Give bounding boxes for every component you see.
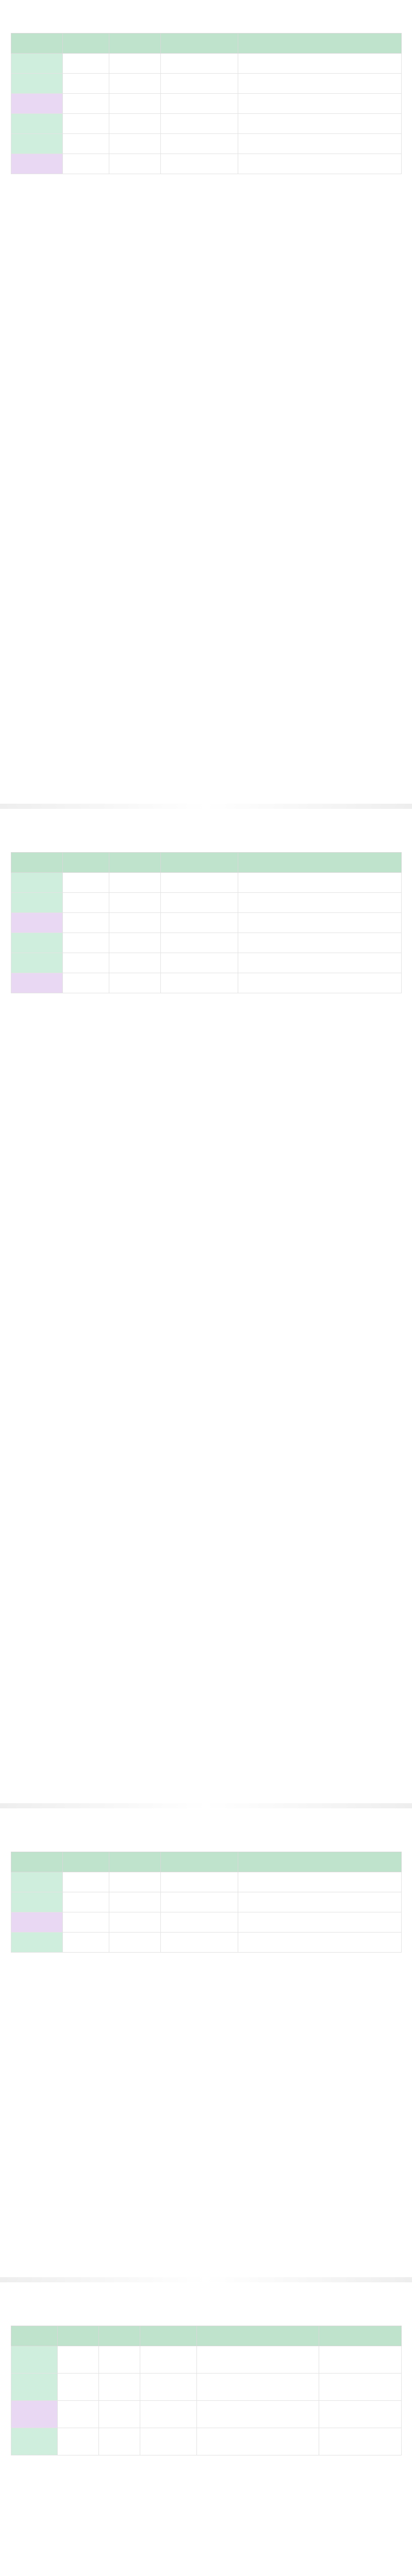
table-row [11, 74, 402, 94]
clinic-dates-cell [319, 2428, 402, 2455]
clinic-location-cell [161, 893, 238, 913]
clinic-dates-cell [238, 154, 402, 174]
department-cell [11, 1892, 63, 1912]
doctor-name-cell [63, 1892, 109, 1912]
table-row [11, 1872, 402, 1892]
expert-schedule-section [0, 2293, 412, 2455]
clinic-location-cell [161, 1872, 238, 1892]
table-row [11, 873, 402, 893]
specialty-cell [197, 2401, 319, 2428]
doctor-title-cell [109, 953, 161, 973]
column-header [11, 2326, 58, 2346]
doctor-title-cell [99, 2401, 140, 2428]
clinic-location-cell [161, 134, 238, 154]
column-header [319, 2326, 402, 2346]
doctor-name-cell [58, 2374, 99, 2401]
section-title [0, 819, 412, 852]
expert-schedule-table [11, 2326, 402, 2455]
clinic-location-cell [161, 1912, 238, 1933]
clinic-location-cell [140, 2374, 197, 2401]
department-cell [11, 2346, 58, 2374]
column-header [11, 1852, 63, 1872]
clinic-dates-cell [319, 2374, 402, 2401]
doctor-title-cell [109, 933, 161, 953]
table-row [11, 893, 402, 913]
doctor-title-cell [109, 54, 161, 74]
table-row [11, 94, 402, 114]
column-header [238, 1852, 402, 1872]
doctor-title-cell [99, 2374, 140, 2401]
clinic-dates-cell [238, 74, 402, 94]
schedule-table [11, 852, 402, 993]
column-header [109, 1852, 161, 1872]
table-body [11, 2346, 402, 2455]
column-header [11, 33, 63, 54]
column-header [161, 853, 238, 873]
table-row [11, 134, 402, 154]
clinic-location-cell [161, 1892, 238, 1912]
table-header-row [11, 853, 402, 873]
schedule-table [11, 1852, 402, 1953]
clinic-location-cell [140, 2428, 197, 2455]
table-row [11, 933, 402, 953]
doctor-name-cell [63, 933, 109, 953]
clinic-location-cell [161, 54, 238, 74]
doctor-title-cell [109, 893, 161, 913]
clinic-location-cell [161, 114, 238, 134]
schedule-table [11, 33, 402, 174]
table-row [11, 154, 402, 174]
doctor-title-cell [109, 134, 161, 154]
clinic-dates-cell [238, 953, 402, 973]
schedule-section-2 [0, 819, 412, 993]
doctor-name-cell [63, 54, 109, 74]
clinic-location-cell [161, 933, 238, 953]
schedule-section-3 [0, 1819, 412, 1953]
column-header [197, 2326, 319, 2346]
column-header [11, 853, 63, 873]
table-body [11, 873, 402, 993]
doctor-name-cell [63, 74, 109, 94]
department-cell [11, 134, 63, 154]
doctor-title-cell [109, 1892, 161, 1912]
column-header [63, 33, 109, 54]
clinic-location-cell [161, 154, 238, 174]
clinic-location-cell [161, 1933, 238, 1953]
section-title [0, 0, 412, 33]
column-header [58, 2326, 99, 2346]
table-row [11, 2374, 402, 2401]
clinic-dates-cell [238, 913, 402, 933]
doctor-title-cell [109, 1872, 161, 1892]
table-header-row [11, 1852, 402, 1872]
table-body [11, 54, 402, 174]
clinic-location-cell [161, 74, 238, 94]
clinic-location-cell [161, 913, 238, 933]
department-cell [11, 953, 63, 973]
table-row [11, 114, 402, 134]
clinic-dates-cell [238, 114, 402, 134]
clinic-location-cell [161, 94, 238, 114]
doctor-name-cell [63, 953, 109, 973]
doctor-title-cell [109, 154, 161, 174]
column-header [99, 2326, 140, 2346]
doctor-name-cell [63, 893, 109, 913]
column-header [238, 33, 402, 54]
department-cell [11, 873, 63, 893]
clinic-location-cell [161, 873, 238, 893]
section-title [0, 2293, 412, 2326]
doctor-title-cell [109, 1912, 161, 1933]
department-cell [11, 94, 63, 114]
department-cell [11, 933, 63, 953]
department-cell [11, 2428, 58, 2455]
table-header-row [11, 33, 402, 54]
doctor-name-cell [63, 1872, 109, 1892]
clinic-dates-cell [238, 933, 402, 953]
clinic-location-cell [140, 2401, 197, 2428]
specialty-cell [197, 2428, 319, 2455]
doctor-title-cell [109, 873, 161, 893]
table-row [11, 913, 402, 933]
department-cell [11, 2401, 58, 2428]
clinic-dates-cell [238, 54, 402, 74]
doctor-title-cell [109, 973, 161, 993]
table-row [11, 1892, 402, 1912]
department-cell [11, 1912, 63, 1933]
table-row [11, 953, 402, 973]
section-divider [0, 1803, 412, 1808]
department-cell [11, 154, 63, 174]
clinic-dates-cell [238, 873, 402, 893]
section-divider [0, 2277, 412, 2282]
table-row [11, 54, 402, 74]
clinic-dates-cell [238, 973, 402, 993]
clinic-dates-cell [238, 893, 402, 913]
department-cell [11, 54, 63, 74]
table-row [11, 1912, 402, 1933]
clinic-dates-cell [238, 1872, 402, 1892]
department-cell [11, 973, 63, 993]
department-cell [11, 893, 63, 913]
clinic-location-cell [140, 2346, 197, 2374]
table-row [11, 2428, 402, 2455]
doctor-name-cell [58, 2428, 99, 2455]
doctor-name-cell [63, 973, 109, 993]
doctor-name-cell [63, 134, 109, 154]
table-row [11, 973, 402, 993]
department-cell [11, 1933, 63, 1953]
clinic-dates-cell [238, 1892, 402, 1912]
doctor-name-cell [63, 114, 109, 134]
doctor-title-cell [109, 74, 161, 94]
doctor-name-cell [63, 1912, 109, 1933]
clinic-dates-cell [319, 2401, 402, 2428]
section-title [0, 1819, 412, 1852]
table-row [11, 2346, 402, 2374]
column-header [161, 33, 238, 54]
doctor-title-cell [109, 94, 161, 114]
doctor-title-cell [99, 2428, 140, 2455]
column-header [109, 33, 161, 54]
department-cell [11, 114, 63, 134]
column-header [140, 2326, 197, 2346]
table-header-row [11, 2326, 402, 2346]
column-header [161, 1852, 238, 1872]
table-row [11, 1933, 402, 1953]
clinic-dates-cell [238, 1912, 402, 1933]
doctor-name-cell [58, 2401, 99, 2428]
clinic-location-cell [161, 973, 238, 993]
table-body [11, 1872, 402, 1953]
doctor-name-cell [63, 154, 109, 174]
doctor-name-cell [63, 873, 109, 893]
clinic-location-cell [161, 953, 238, 973]
doctor-name-cell [63, 913, 109, 933]
doctor-title-cell [109, 1933, 161, 1953]
specialty-cell [197, 2374, 319, 2401]
doctor-title-cell [99, 2346, 140, 2374]
doctor-name-cell [63, 1933, 109, 1953]
column-header [109, 853, 161, 873]
clinic-dates-cell [238, 134, 402, 154]
column-header [238, 853, 402, 873]
column-header [63, 853, 109, 873]
department-cell [11, 1872, 63, 1892]
specialty-cell [197, 2346, 319, 2374]
table-row [11, 2401, 402, 2428]
clinic-dates-cell [238, 1933, 402, 1953]
section-divider [0, 804, 412, 809]
department-cell [11, 913, 63, 933]
doctor-title-cell [109, 114, 161, 134]
doctor-title-cell [109, 913, 161, 933]
department-cell [11, 2374, 58, 2401]
clinic-dates-cell [238, 94, 402, 114]
doctor-name-cell [58, 2346, 99, 2374]
doctor-name-cell [63, 94, 109, 114]
schedule-section-1 [0, 0, 412, 174]
department-cell [11, 74, 63, 94]
clinic-dates-cell [319, 2346, 402, 2374]
column-header [63, 1852, 109, 1872]
